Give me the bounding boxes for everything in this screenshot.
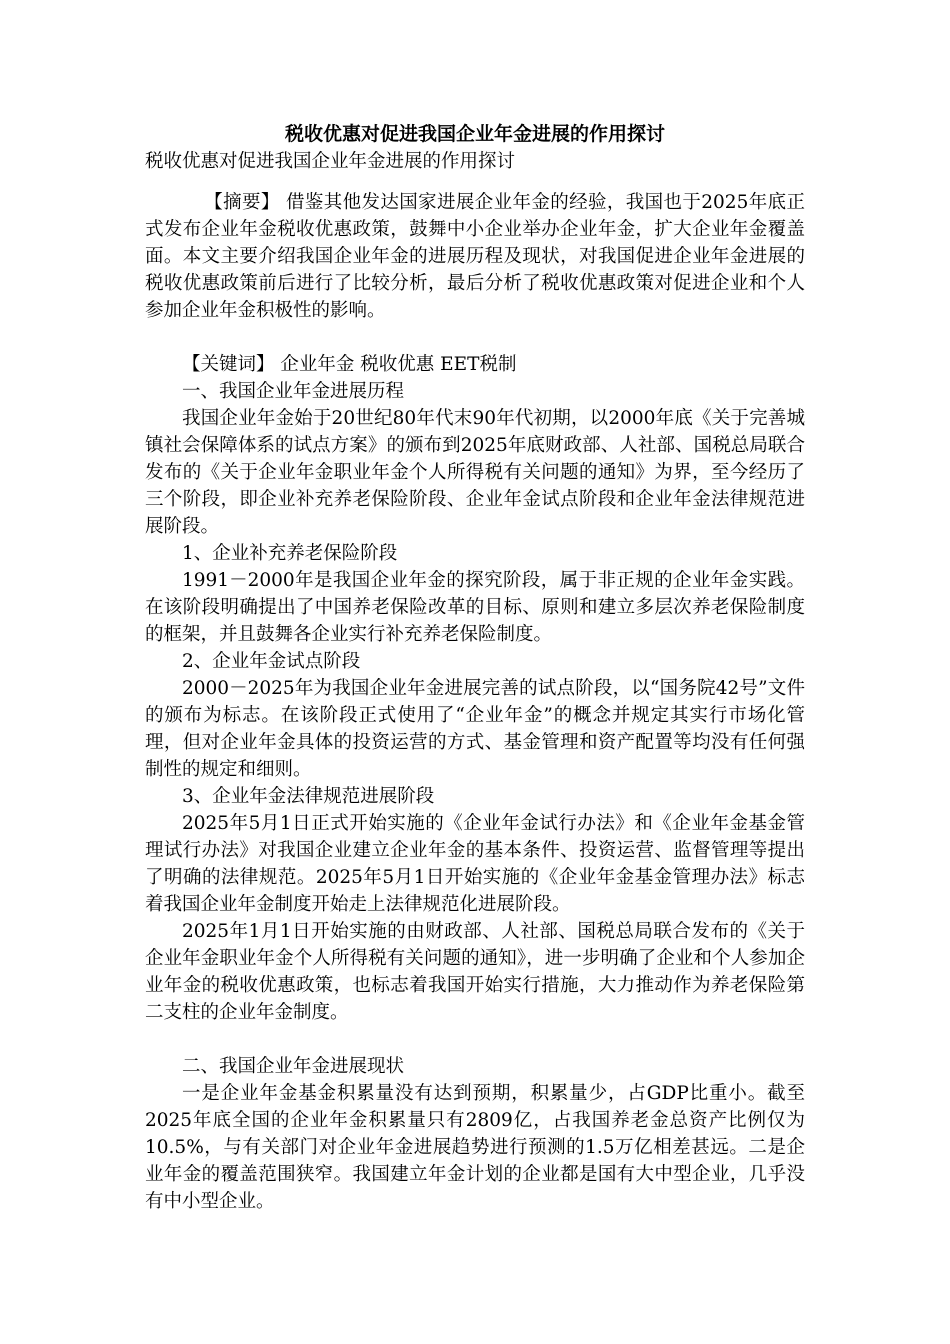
subsection-heading-2: 2、企业年金试点阶段 [182, 651, 361, 672]
section-heading-status: 二、我国企业年金进展现状 [182, 1056, 405, 1077]
document-title: 税收优惠对促进我国企业年金进展的作用探讨 [284, 123, 665, 145]
keywords-label: 【关键词】 [182, 354, 275, 375]
subsection-paragraph-3a: 2025年5月1日正式开始实施的《企业年金试行办法》和《企业年金基金管理试行办法》对我国企业建立企业年金的基本条件、投资运营、监督管理等提出了明确的法律规范。2025年5月1日开始实施的《企业年金基金管理办法》标志着我国企业年金制度开始走上法律规范化进展阶段。 [145, 813, 805, 915]
abstract-text: 借鉴其他发达国家进展企业年金的经验，我国也于2025年底正式发布企业年金税收优惠政策，鼓舞中小企业举办企业年金，扩大企业年金覆盖面。本文主要介绍我国企业年金的进展历程及现状，对我国促进企业年金进展的税收优惠政策前后进行了比较分析，最后分析了税收优惠政策对促进企业和个人参加企业年金积极性的影响。 [145, 192, 805, 321]
abstract-label: 【摘要】 [204, 192, 280, 213]
subsection-paragraph-2: 2000－2025年为我国企业年金进展完善的试点阶段，以“国务院42号”文件的颁布为标志。在该阶段正式使用了“企业年金”的概念并规定其实行市场化管理，但对企业年金具体的投资运营的方式、基金管理和资产配置等均没有任何强制性的规定和细则。 [145, 678, 805, 780]
subsection-paragraph-1: 1991－2000年是我国企业年金的探究阶段，属于非正规的企业年金实践。在该阶段明确提出了中国养老保险改革的目标、原则和建立多层次养老保险制度的框架，并且鼓舞各企业实行补充养老保险制度。 [145, 570, 805, 645]
section-heading-history: 一、我国企业年金进展历程 [182, 381, 405, 402]
keywords-text: 企业年金 税收优惠 EET税制 [274, 354, 517, 375]
spacer [145, 1026, 805, 1053]
spacer [145, 324, 805, 351]
subsection-heading-1: 1、企业补充养老保险阶段 [182, 543, 398, 564]
document-subtitle: 税收优惠对促进我国企业年金进展的作用探讨 [145, 151, 516, 172]
spacer [145, 175, 805, 189]
section-paragraph-history: 我国企业年金始于20世纪80年代末90年代初期，以2000年底《关于完善城镇社会保障体系的试点方案》的颁布到2025年底财政部、人社部、国税总局联合发布的《关于企业年金职业年金个人所得税有关问题的通知》为界，至今经历了三个阶段，即企业补充养老保险阶段、企业年金试点阶段和企业年金法律规范进展阶段。 [145, 408, 805, 537]
document-page [145, 120, 805, 1215]
keywords-paragraph [145, 351, 805, 378]
section-paragraph-status: 一是企业年金基金积累量没有达到预期，积累量少，占GDP比重小。截至2025年底全国的企业年金积累量只有2809亿，占我国养老金总资产比例仅为10.5%，与有关部门对企业年金进展趋势进行预测的1.5万亿相差甚远。二是企业年金的覆盖范围狭窄。我国建立年金计划的企业都是国有大中型企业，几乎没有中小型企业。 [145, 1083, 805, 1212]
subsection-heading-3: 3、企业年金法律规范进展阶段 [182, 786, 435, 807]
abstract-paragraph [145, 189, 805, 324]
subsection-paragraph-3b: 2025年1月1日开始实施的由财政部、人社部、国税总局联合发布的《关于企业年金职业年金个人所得税有关问题的通知》，进一步明确了企业和个人参加企业年金的税收优惠政策，也标志着我国开始实行措施，大力推动作为养老保险第二支柱的企业年金制度。 [145, 921, 805, 1023]
